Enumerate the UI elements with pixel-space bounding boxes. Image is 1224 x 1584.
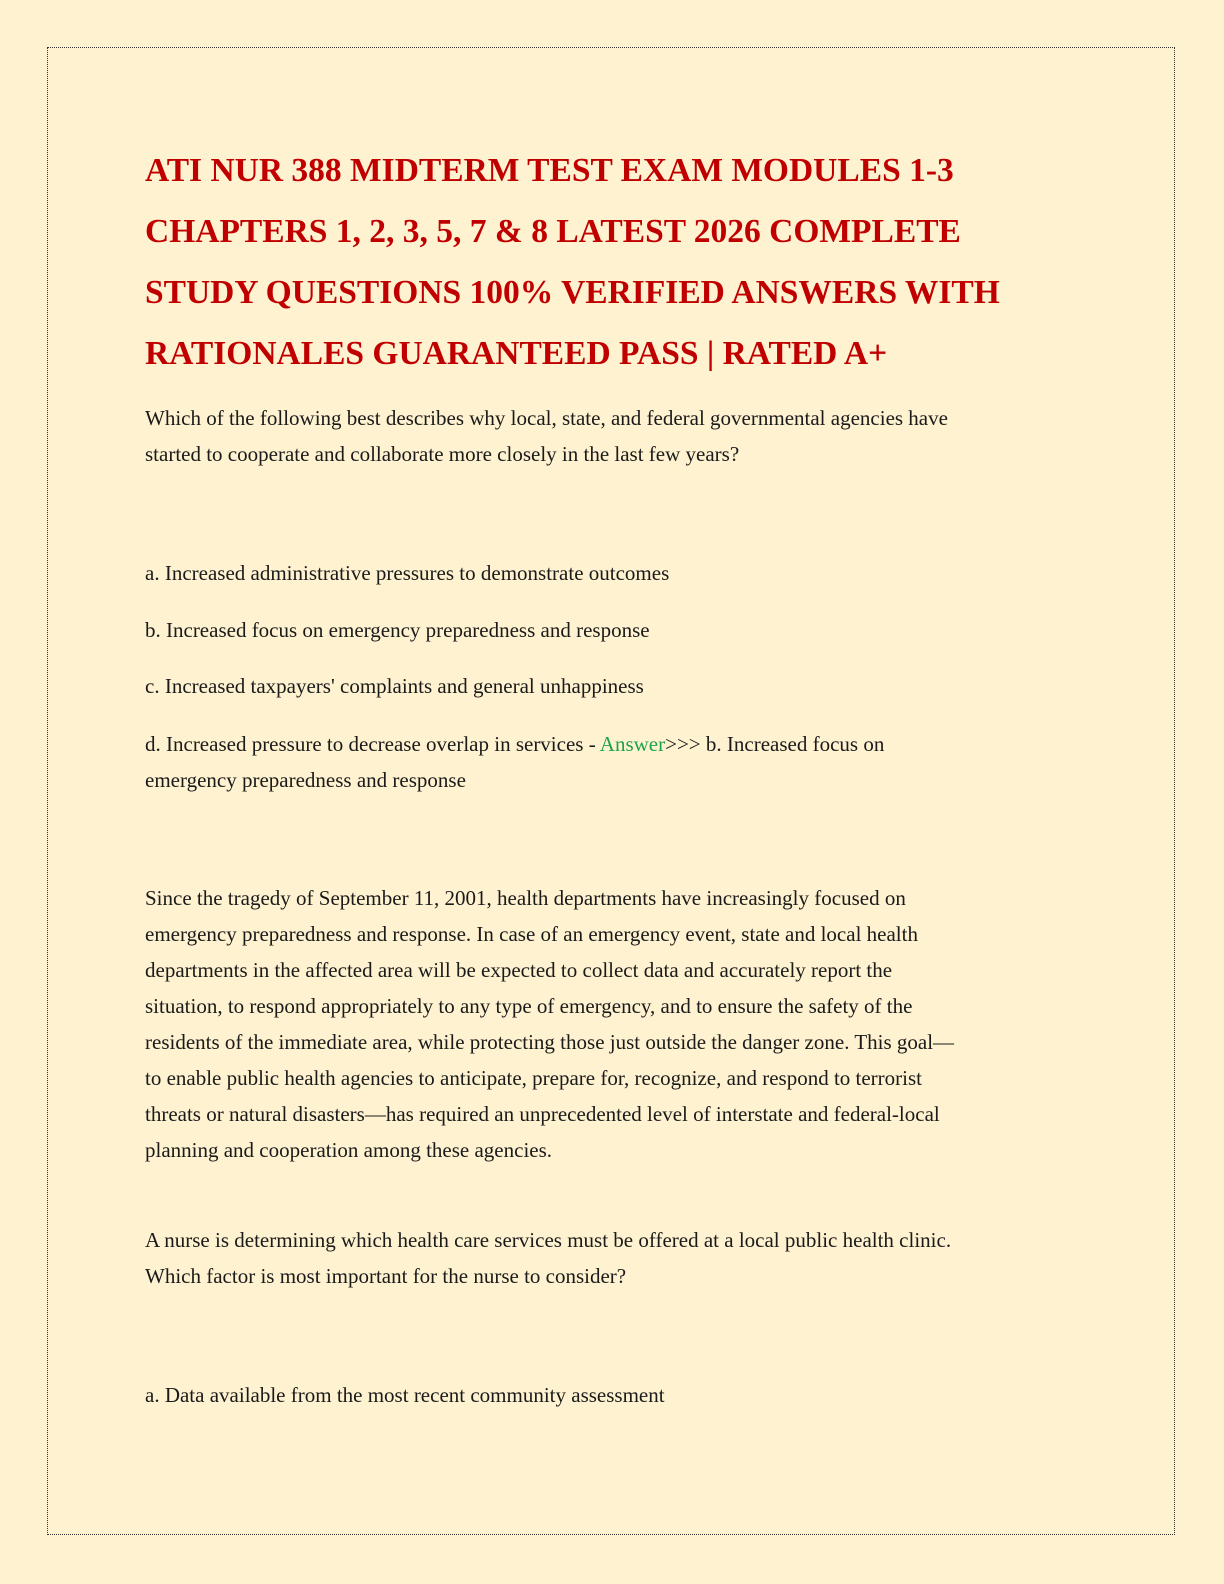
question-line: Which factor is most important for the nurse to consider? [145, 1264, 627, 1288]
title-line: STUDY QUESTIONS 100% VERIFIED ANSWERS WITH [145, 274, 1000, 311]
rationale-line: emergency preparedness and response. In case of an emergency event, state and local health [145, 922, 918, 946]
rationale-line: departments in the affected area will be expected to collect data and accurately report the [145, 958, 893, 982]
title-line: CHAPTERS 1, 2, 3, 5, 7 & 8 LATEST 2026 COMPLETE [145, 213, 961, 250]
title-line: ATI NUR 388 MIDTERM TEST EXAM MODULES 1-3 [145, 152, 954, 189]
question-1-option-d-with-answer [145, 726, 1085, 798]
question-line: Which of the following best describes why local, state, and federal governmental agencies have [145, 406, 948, 430]
rationale-line: Since the tragedy of September 11, 2001, health departments have increasingly focused on [145, 886, 906, 910]
question-line: started to cooperate and collaborate more closely in the last few years? [145, 442, 740, 466]
question-1-option-a: a. Increased administrative pressures to demonstrate outcomes [145, 561, 670, 585]
answer-text-continued: emergency preparedness and response [145, 768, 466, 792]
rationale-line: planning and cooperation among these agencies. [145, 1138, 553, 1162]
rationale-line: threats or natural disasters—has required an unprecedented level of interstate and federal-local [145, 1102, 940, 1126]
answer-label: Answer [599, 732, 666, 756]
rationale-line: situation, to respond appropriately to any type of emergency, and to ensure the safety of the [145, 994, 913, 1018]
answer-text: >>> b. Increased focus on [665, 732, 885, 756]
document-title [145, 140, 1085, 384]
question-2-stem [145, 1222, 1085, 1294]
rationale-1 [145, 880, 1085, 1168]
option-d-line [145, 726, 1085, 762]
rationale-line: to enable public health agencies to anticipate, prepare for, recognize, and respond to terrorist [145, 1066, 922, 1090]
question-1-option-b: b. Increased focus on emergency preparedness and response [145, 618, 650, 642]
option-d-text: d. Increased pressure to decrease overlap in services - [145, 732, 600, 756]
rationale-line: residents of the immediate area, while protecting those just outside the danger zone. This goal— [145, 1030, 955, 1054]
question-line: A nurse is determining which health care services must be offered at a local public health clinic. [145, 1228, 952, 1252]
title-line: RATIONALES GUARANTEED PASS | RATED A+ [145, 335, 888, 372]
question-2-option-a: a. Data available from the most recent community assessment [145, 1383, 665, 1407]
question-1-option-c: c. Increased taxpayers' complaints and general unhappiness [145, 674, 644, 698]
question-1-stem [145, 400, 1085, 472]
